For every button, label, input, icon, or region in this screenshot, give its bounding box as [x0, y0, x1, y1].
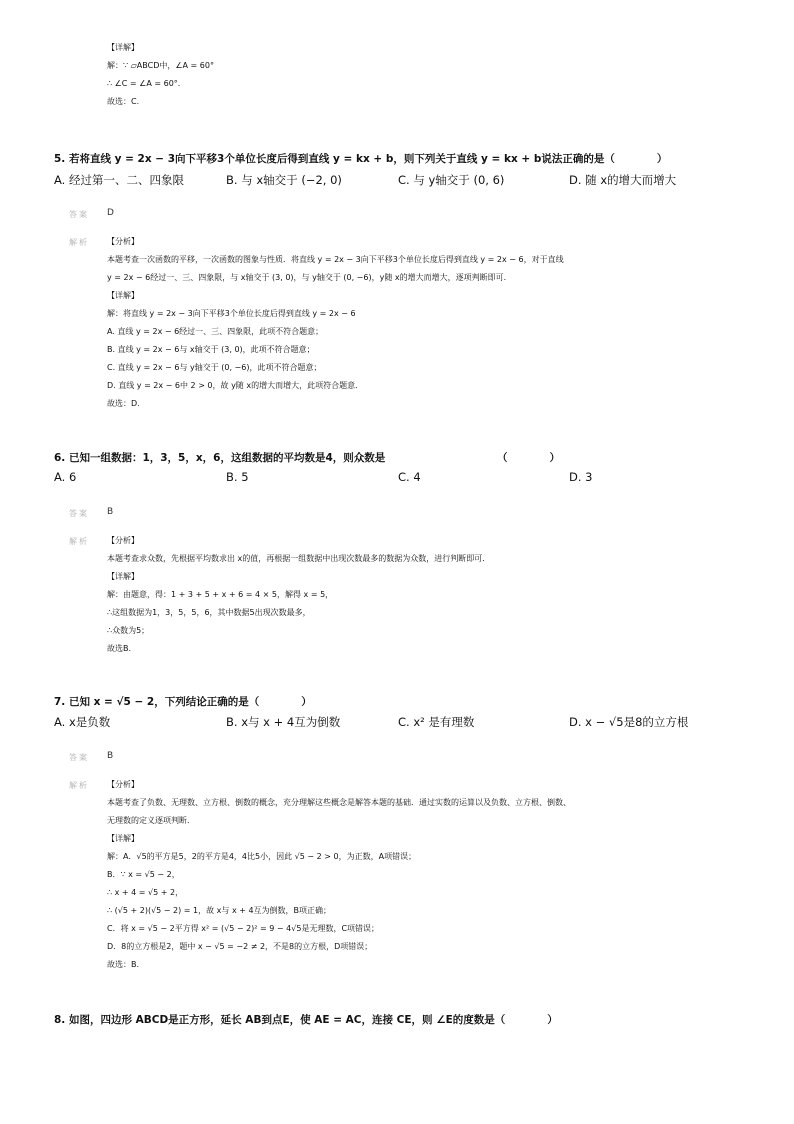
q5-option-b: B. 与 x轴交于 (−2, 0): [226, 173, 342, 187]
detail-heading: 【详解】: [107, 43, 139, 52]
q7-option-c: C. x² 是有理数: [398, 715, 475, 729]
q5-analysis-line: D. 直线 y = 2x − 6中 2 > 0，故 y随 x的增大而增大，此项符合题意．: [107, 381, 364, 390]
q7-option-d: D. x − √5是8的立方根: [569, 715, 689, 729]
q5-analysis-label: 解析: [69, 238, 89, 247]
q6-analysis-line: 解：由题意，得：1 + 3 + 5 + x + 6 = 4 × 5，解得 x = 5，: [107, 590, 334, 599]
q6-answer: B: [107, 507, 114, 517]
q5-analysis-line: A. 直线 y = 2x − 6经过一、三、四象限，此项不符合题意；: [107, 327, 324, 336]
q5-analysis-line: C. 直线 y = 2x − 6与 y轴交于 (0, −6)，此项不符合题意；: [107, 363, 322, 372]
q5-analysis-line: 解：将直线 y = 2x − 3向下平移3个单位长度后得到直线 y = 2x − 6: [107, 309, 356, 318]
q7-analysis-line: C．将 x = √5 − 2平方得 x² = (√5 − 2)² = 9 − 4√5是无理数，C项错误；: [107, 924, 380, 933]
q5-option-d: D. 随 x的增大而增大: [569, 173, 677, 187]
question-6-paren: （ ）: [497, 452, 560, 464]
q5-analysis-line: 【详解】: [107, 291, 139, 300]
q6-analysis-line: 本题考查求众数，先根据平均数求出 x的值，再根据一组数据中出现次数最多的数据为众数，进行判断即可．: [107, 554, 491, 563]
q7-analysis-line: B．∵ x = √5 − 2，: [107, 870, 180, 879]
q7-answer: B: [107, 751, 114, 761]
q7-analysis-line: 【分析】: [107, 780, 139, 789]
q7-analysis-line: 无理数的定义逐项判断．: [107, 816, 195, 825]
question-7-stem: 7. 已知 x = √5 − 2，下列结论正确的是（ ）: [54, 696, 312, 708]
question-8-stem: 8. 如图，四边形 ABCD是正方形，延长 AB到点E，使 AE = AC，连接 CE，则 ∠E的度数是（ ）: [54, 1014, 558, 1026]
q7-analysis-line: ∴ (√5 + 2)(√5 − 2) = 1，故 x与 x + 4互为倒数，B项正确；: [107, 906, 332, 915]
q6-option-c: C. 4: [398, 470, 421, 484]
q7-analysis-label: 解析: [69, 781, 89, 790]
q5-analysis-line: 本题考查一次函数的平移，一次函数的图象与性质．将直线 y = 2x − 3向下平移3个单位长度后得到直线 y = 2x − 6，对于直线: [107, 255, 564, 264]
q6-option-a: A. 6: [54, 470, 77, 484]
solution-line: 解：∵ ▱ABCD中，∠A = 60°: [107, 61, 214, 70]
question-5-stem: 5. 若将直线 y = 2x − 3向下平移3个单位长度后得到直线 y = kx + b，则下列关于直线 y = kx + b说法正确的是（ ）: [54, 153, 668, 165]
q7-analysis-line: D．8的立方根是2，题中 x − √5 = −2 ≠ 2，不是8的立方根，D项错误；: [107, 942, 373, 951]
q6-analysis-line: ∴这组数据为1，3，5，5，6，其中数据5出现次数最多，: [107, 608, 311, 617]
q6-answer-label: 答案: [69, 509, 89, 518]
solution-line: 故选：C.: [107, 97, 140, 106]
question-6-stem: 6. 已知一组数据：1，3，5，x，6，这组数据的平均数是4，则众数是: [54, 452, 386, 464]
q7-option-b: B. x与 x + 4互为倒数: [226, 715, 341, 729]
q6-analysis-line: 故选B.: [107, 644, 132, 653]
q6-option-d: D. 3: [569, 470, 593, 484]
q6-analysis-line: 【分析】: [107, 536, 139, 545]
q5-answer-label: 答案: [69, 210, 89, 219]
q5-answer: D: [107, 208, 114, 218]
q5-analysis-line: B. 直线 y = 2x − 6与 x轴交于 (3, 0)，此项不符合题意；: [107, 345, 315, 354]
q5-analysis-line: 【分析】: [107, 237, 139, 246]
q5-option-a: A. 经过第一、二、四象限: [54, 173, 184, 187]
q5-analysis-line: 故选：D.: [107, 399, 140, 408]
q7-option-a: A. x是负数: [54, 715, 111, 729]
q7-answer-label: 答案: [69, 753, 89, 762]
q7-analysis-line: 故选：B.: [107, 960, 140, 969]
q7-analysis-line: 解：A．√5的平方是5，2的平方是4，4比5小，因此 √5 − 2 > 0，为正数，A项错误；: [107, 852, 417, 861]
solution-line: ∴ ∠C = ∠A = 60°.: [107, 79, 181, 88]
q6-analysis-line: 【详解】: [107, 572, 139, 581]
q5-analysis-line: y = 2x − 6经过一、三、四象限，与 x轴交于 (3, 0)，与 y轴交于 (0, −6)，y随 x的增大而增大，逐项判断即可．: [107, 273, 512, 282]
q5-option-c: C. 与 y轴交于 (0, 6): [398, 173, 505, 187]
q7-analysis-line: 【详解】: [107, 834, 139, 843]
q6-analysis-label: 解析: [69, 537, 89, 546]
q6-option-b: B. 5: [226, 470, 249, 484]
q7-analysis-line: 本题考查了负数、无理数、立方根、倒数的概念，充分理解这些概念是解答本题的基础．通过实数的运算以及负数、立方根、倒数、: [107, 798, 571, 807]
q7-analysis-line: ∴ x + 4 = √5 + 2，: [107, 888, 184, 897]
q6-analysis-line: ∴众数为5；: [107, 626, 150, 635]
